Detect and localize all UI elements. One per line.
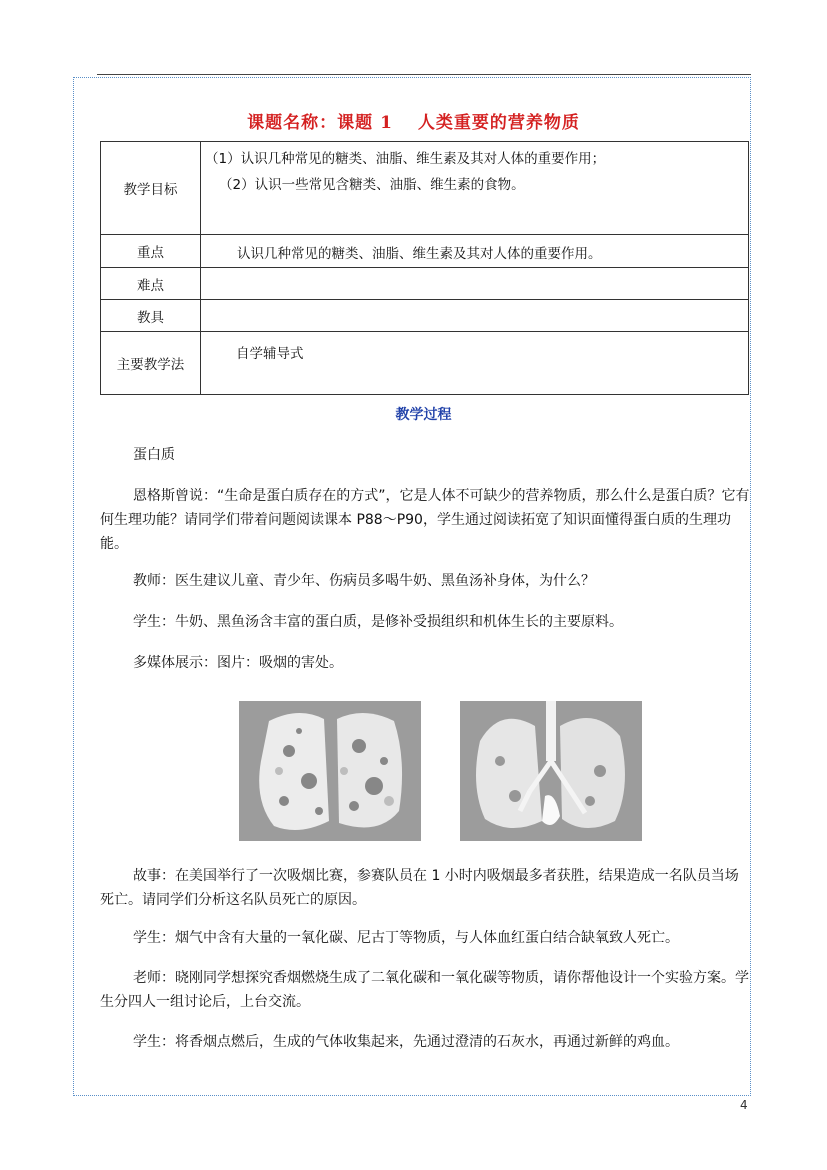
paragraph: 多媒体展示：图片：吸烟的害处。: [133, 655, 343, 671]
method-label: 主要教学法: [101, 332, 201, 395]
page-number: 4: [740, 1098, 748, 1112]
paragraph: 蛋白质: [133, 447, 175, 463]
goals-cell: [201, 142, 749, 235]
paragraph: 恩格斯曾说：“生命是蛋白质存在的方式”，它是人体不可缺少的营养物质，那么什么是蛋白质？它有何生理功能？请同学们带着问题阅读课本 P88～P90，学生通过阅读拓宽了知识面懂得蛋白质的生理功能。: [100, 488, 750, 552]
paragraph: 故事：在美国举行了一次吸烟比赛，参赛队员在 1 小时内吸烟最多者获胜，结果造成一名队员当场死亡。请同学们分析这名队员死亡的原因。: [100, 868, 739, 908]
difficulty-cell: [201, 268, 749, 300]
tools-cell: [201, 300, 749, 332]
method-cell: 自学辅导式: [201, 332, 749, 395]
healthy-lung-image: [460, 701, 642, 841]
paragraph: 学生：牛奶、黑鱼汤含丰富的蛋白质，是修补受损组织和机体生长的主要原料。: [133, 614, 623, 630]
paragraph: 教师：医生建议儿童、青少年、伤病员多喝牛奶、黑鱼汤补身体，为什么？: [133, 573, 595, 589]
goal-2: （2）认识一些常见含糖类、油脂、维生素的食物。: [219, 177, 525, 193]
lesson-title: 课题名称：课题 1 人类重要的营养物质: [247, 113, 580, 133]
difficulty-label: 难点: [101, 268, 201, 300]
paragraph: 学生：将香烟点燃后，生成的气体收集起来，先通过澄清的石灰水，再通过新鲜的鸡血。: [133, 1034, 679, 1050]
header-rule: [97, 74, 751, 75]
goals-label: 教学目标: [101, 142, 201, 235]
table-row: [101, 332, 749, 395]
lesson-plan-table: [100, 141, 749, 395]
paragraph: 老师：晓刚同学想探究香烟燃烧生成了二氧化碳和一氧化碳等物质，请你帮他设计一个实验方案。学生分四人一组讨论后，上台交流。: [100, 970, 749, 1010]
key-label: 重点: [101, 235, 201, 268]
key-cell: 认识几种常见的糖类、油脂、维生素及其对人体的重要作用。: [201, 235, 749, 268]
goal-1: （1）认识几种常见的糖类、油脂、维生素及其对人体的重要作用；: [205, 151, 606, 167]
table-row: [101, 268, 749, 300]
paragraph: 学生：烟气中含有大量的一氧化碳、尼古丁等物质，与人体血红蛋白结合缺氧致人死亡。: [133, 930, 679, 946]
table-row: [101, 300, 749, 332]
tools-label: 教具: [101, 300, 201, 332]
section-title: 教学过程: [395, 407, 452, 423]
table-row: [101, 235, 749, 268]
table-row: [101, 142, 749, 235]
smoker-lung-image: [239, 701, 421, 841]
